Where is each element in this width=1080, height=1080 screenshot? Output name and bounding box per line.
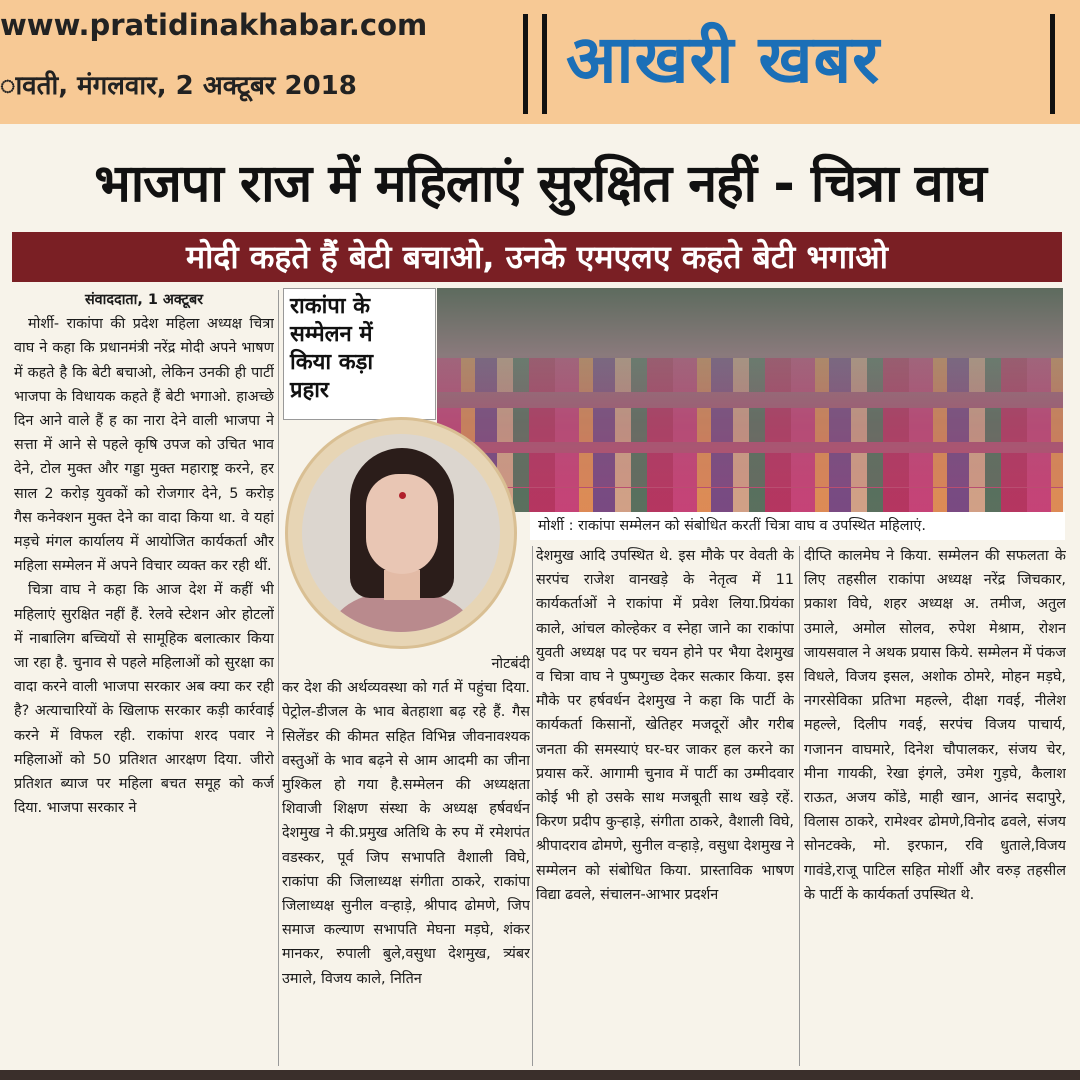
masthead	[0, 0, 1080, 124]
portrait-face	[366, 474, 438, 574]
bottom-border	[0, 1070, 1080, 1080]
site-url: www.pratidinakhabar.com	[0, 8, 428, 42]
paragraph: दीप्ति कालमेघ ने किया. सम्मेलन की सफलता के लिए तहसील राकांपा अध्यक्ष नरेंद्र जिचकार, प्रकाश विघे, शहर अध्यक्ष अ. तमीज, अतुल उमाले, अमोल सोलव, रुपेश मेश्राम, रोशन जायसवाल ने अथक प्रयास किये. सम्मेलन में पंकज विधले, विजय इसल, अशोक ठोमरे, मोहन मड़घे, नगरसेविका प्रतिभा महल्ले, दीक्षा गवई, नीलेश महल्ले, दिलीप गवई, सरपंच विजय पाचार्य, गजानन वाघमारे, दिनेश चौपालकर, संजय चेर, मीना गायकी, रेखा इंगले, उमेश गुड़घे, कैलाश राऊत, अजय कोंडे, माही खान, आनंद सदापुरे, विलास ठाकरे, रामेश्वर ढोमणे,विनोद ढवले, संजय सोनटक्के, मो. इरफान, रवि धुताले,विजय गावंडे,राजू पाटिल सहित मोर्शी और वरुड़ तहसील के पार्टी के कार्यकर्ता उपस्थित थे.	[804, 548, 1066, 903]
paragraph: कर देश की अर्थव्यवस्था को गर्त में पहुंचा दिया. पेट्रोल-डीजल के भाव बेतहाशा बढ़ रहे हैं. गैस सिलेंडर की कीमत सहित विभिन्न जीवनावश्यक वस्तुओं के भाव बढ़ने से आम आदमी का जीना मुश्किल हो गया है.सम्मेलन की अध्यक्षता शिवाजी शिक्षण संस्था के अध्यक्ष हर्षवर्धन देशमुख ने की.प्रमुख अतिथि के रुप में रमेशपंत वडस्कर, पूर्व जिप सभापति वैशाली विघे, राकांपा की जिलाध्यक्ष संगीता ठाकरे, राकांपा जिलाध्यक्ष सुनील वऱ्हाड़े, श्रीपाद ढोमणे, जिप समाज कल्याण सभापति मेघना मड़घे, शंकर मानकर, रुपाली बुले,वसुधा देशमुख, त्र्यंबर उमाले, विजय काले, नितिन	[282, 680, 530, 987]
article-column-3	[536, 544, 794, 1068]
column-rule	[532, 546, 533, 1066]
paragraph: मोर्शी- राकांपा की प्रदेश महिला अध्यक्ष चित्रा वाघ ने कहा कि प्रधानमंत्री नरेंद्र मोदी अपने भाषण में कहते है कि बेटी बचाओ, लेकिन उनकी ही पार्टी भाजपा के विधायक कहते हैं बेटी भगाओ. हाअच्छे दिन आने वाले हैं ह का नारा देने वाली भाजपा ने सत्ता में आने से पहले कृषि उपज को उचित भाव देने, टोल मुक्त और गड्डा मुक्त महाराष्ट्र करने, हर साल 2 करोड़ युवकों को रोजगार देने, 5 करोड़ गैस कनेक्शन मुक्त देने का वादा किया था. वे यहां मड़चे मंगल कार्यालय में आयोजित कार्यकर्ता और महिला सम्मेलन में अपने विचार व्यक्त कर रही थीं.	[14, 316, 274, 575]
kicker-line: प्रहार	[290, 378, 329, 403]
paragraph: देशमुख आदि उपस्थित थे. इस मौके पर वेवती के सरपंच राजेश वानखड़े के नेतृत्व में 11 कार्यकर्ताओं ने राकांपा में प्रवेश लिया.प्रियंका काले, आंचल कोल्हेकर व स्नेहा जाने का राकांपा युवती अध्यक्ष पद पर चयन होने पर भैया देशमुख व चित्रा वाघ ने पुष्पगुच्छ देकर सत्कार किया. इस मौके पर हर्षवर्धन देशमुख ने कहा कि पार्टी के कार्यकर्ता किसानों, खेतिहर मजदूरों और गरीब जनता की समस्याएं घर-घर जाकर हल करने का प्रयास करें. आगामी चुनाव में पार्टी का उम्मीदवार कोई भी हो उसके साथ मजबूती साथ खड़े रहें. किरण प्रदीप कुऱ्हाड़े, संगीता ठाकरे, वैशाली विघे, श्रीपादराव ढोमणे, सुनील वऱ्हाड़े, वसुधा देशमुख ने सम्मेलन को संबोधित किया. प्रास्ताविक भाषण विद्या ढवले, संचालन-आभार प्रदर्शन	[536, 548, 794, 903]
kicker-line: किया कड़ा	[290, 350, 374, 375]
crowd-row	[437, 453, 1063, 487]
article-column-2	[282, 652, 530, 1068]
byline: संवाददाता, 1 अक्टूबर	[84, 292, 204, 308]
headline: भाजपा राज में महिलाएं सुरक्षित नहीं - चित्रा वाघ	[94, 154, 986, 214]
kicker-line: राकांपा के	[290, 294, 371, 319]
section-title: आखरी खबर	[566, 21, 881, 98]
crowd-row	[437, 358, 1063, 392]
section-divider-left	[523, 14, 547, 114]
crowd-row	[437, 488, 1063, 512]
column-rule	[278, 290, 279, 1066]
crowd-row	[437, 408, 1063, 442]
subheadline: मोदी कहते हैं बेटी बचाओ, उनके एमएलए कहते बेटी भगाओ	[12, 232, 1062, 282]
portrait-photo	[288, 420, 514, 646]
kicker-box	[283, 288, 436, 420]
portrait-bindi	[399, 492, 406, 499]
article-column-4	[804, 544, 1066, 1068]
date-line: ावती, मंगलवार, 2 अक्टूबर 2018	[0, 71, 357, 101]
photo-caption: मोर्शी : राकांपा सम्मेलन को संबोधित करतीं चित्रा वाघ व उपस्थित महिलाएं.	[530, 512, 1065, 540]
portrait-neck	[384, 570, 420, 600]
column-rule	[799, 546, 800, 1066]
paragraph: चित्रा वाघ ने कहा कि आज देश में कहीं भी महिलाएं सुरक्षित नहीं हैं. रेलवे स्टेशन ओर होटलों में नाबालिग बच्चियों से सामूहिक बलात्कार किया जा रहा है. चुनाव से पहले महिलाओं को सुरक्षा का वादा करने वाली भाजपा सरकार अब क्या कर रही है? अत्याचारियों के खिलाफ सरकार कड़ी कार्रवाई करने में विफल रही. राकांपा शरद पवार ने महिलाओं को 50 प्रतिशत आरक्षण दिया. जीरो प्रतिशत ब्याज पर महिला बचत समूह को कर्ज दिया. भाजपा सरकार ने	[14, 582, 274, 817]
paragraph-tail: नोटबंदी	[491, 656, 530, 672]
article-column-1	[14, 288, 274, 1068]
crowd-photo	[437, 288, 1063, 512]
portrait-background	[302, 434, 500, 632]
section-divider-right	[1050, 14, 1064, 114]
kicker-line: सम्मेलन में	[290, 322, 373, 347]
